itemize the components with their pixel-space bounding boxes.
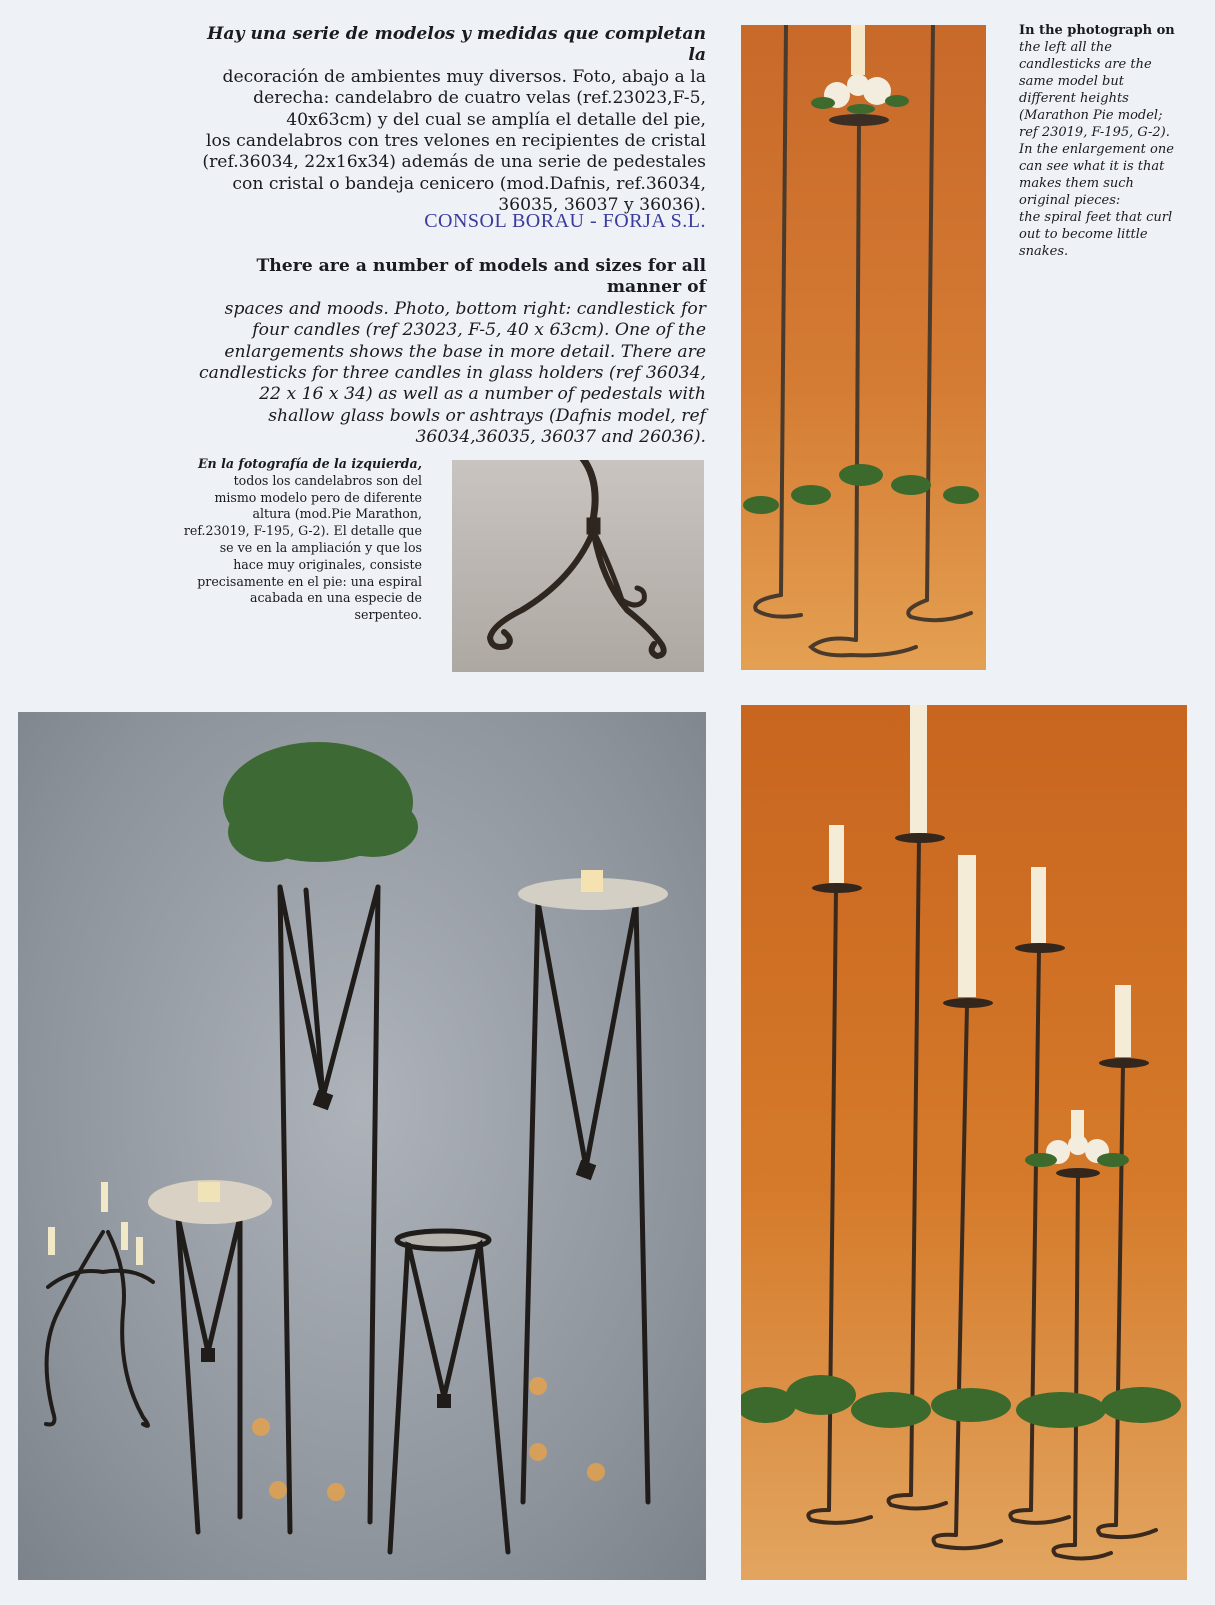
english-caption-line: candlesticks are the <box>1019 57 1152 72</box>
spanish-text-line: con cristal o bandeja cenicero (mod.Dafnis, ref.36034, <box>232 173 706 194</box>
spanish-caption-line: altura (mod.Pie Marathon, <box>252 506 422 522</box>
spanish-caption-line: mismo modelo pero de diferente <box>214 489 422 505</box>
english-caption-line: the left all the <box>1019 40 1112 55</box>
english-caption <box>1019 22 1199 260</box>
photo-candlesticks-orange <box>741 705 1187 1580</box>
english-caption-line: In the enlargement one <box>1019 142 1174 157</box>
english-text-line: spaces and moods. Photo, bottom right: candlestick for <box>224 298 706 319</box>
spanish-text-line: 36035, 36037 y 36036). <box>498 195 706 216</box>
spanish-text-block <box>190 24 706 217</box>
english-caption-line: can see what it is that <box>1019 159 1165 174</box>
spanish-caption <box>168 456 422 624</box>
english-caption-line: (Marathon Pie model; <box>1019 108 1163 123</box>
english-text-line: candlesticks for three candles in glass holders (ref 36034, <box>199 363 706 384</box>
photo-spiral-foot-detail <box>452 460 704 672</box>
english-text-block <box>190 256 706 449</box>
spanish-caption-line: acabada en una especie de <box>250 590 422 606</box>
english-text-line: enlargements shows the base in more detail. There are <box>224 341 706 362</box>
english-caption-line: the spiral feet that curl <box>1019 210 1173 225</box>
spanish-text-line: (ref.36034, 22x16x34) además de una serie de pedestales <box>202 152 706 173</box>
english-caption-line: out to become little <box>1019 227 1148 242</box>
spanish-caption-line: todos los candelabros son del <box>233 472 422 488</box>
english-caption-line: different heights <box>1019 91 1129 106</box>
spanish-caption-lead: En la fotografía de la izquierda, <box>197 456 422 471</box>
english-caption-line: snakes. <box>1019 244 1069 259</box>
spanish-text-line: los candelabros con tres velones en recipientes de cristal <box>206 131 706 152</box>
photo-pedestals-grey <box>18 712 706 1580</box>
english-text-line: 22 x 16 x 34) as well as a number of pedestals with <box>259 384 706 405</box>
photo-tall-candlesticks <box>741 25 986 670</box>
spanish-caption-line: precisamente en el pie: una espiral <box>197 573 422 589</box>
english-caption-line: original pieces: <box>1019 193 1121 208</box>
brand-name: CONSOL BORAU - FORJA S.L. <box>424 210 706 232</box>
english-caption-lead: In the photograph on <box>1019 23 1175 38</box>
english-caption-line: ref 23019, F-195, G-2). <box>1019 125 1170 140</box>
spanish-text-line: decoración de ambientes muy diversos. Foto, abajo a la <box>222 66 706 87</box>
spanish-text-line: 40x63cm) y del cual se amplía el detalle del pie, <box>286 109 706 130</box>
spanish-text-lead: Hay una serie de modelos y medidas que completan la <box>207 24 706 66</box>
english-text-line: four candles (ref 23023, F-5, 40 x 63cm). One of the <box>252 320 706 341</box>
spanish-caption-line: hace muy originales, consiste <box>233 556 422 572</box>
spanish-caption-line: ref.23019, F-195, G-2). El detalle que <box>183 523 422 539</box>
english-text-lead: There are a number of models and sizes for all manner of <box>256 256 706 298</box>
english-caption-line: same model but <box>1019 74 1124 89</box>
english-caption-line: makes them such <box>1019 176 1134 191</box>
spanish-caption-line: se ve en la ampliación y que los <box>219 539 422 555</box>
english-text-line: 36034,36035, 36037 and 26036). <box>415 427 706 448</box>
spanish-text-line: derecha: candelabro de cuatro velas (ref.23023,F-5, <box>253 88 706 109</box>
english-text-line: shallow glass bowls or ashtrays (Dafnis model, ref <box>268 405 706 426</box>
spanish-caption-line: serpenteo. <box>354 607 422 623</box>
